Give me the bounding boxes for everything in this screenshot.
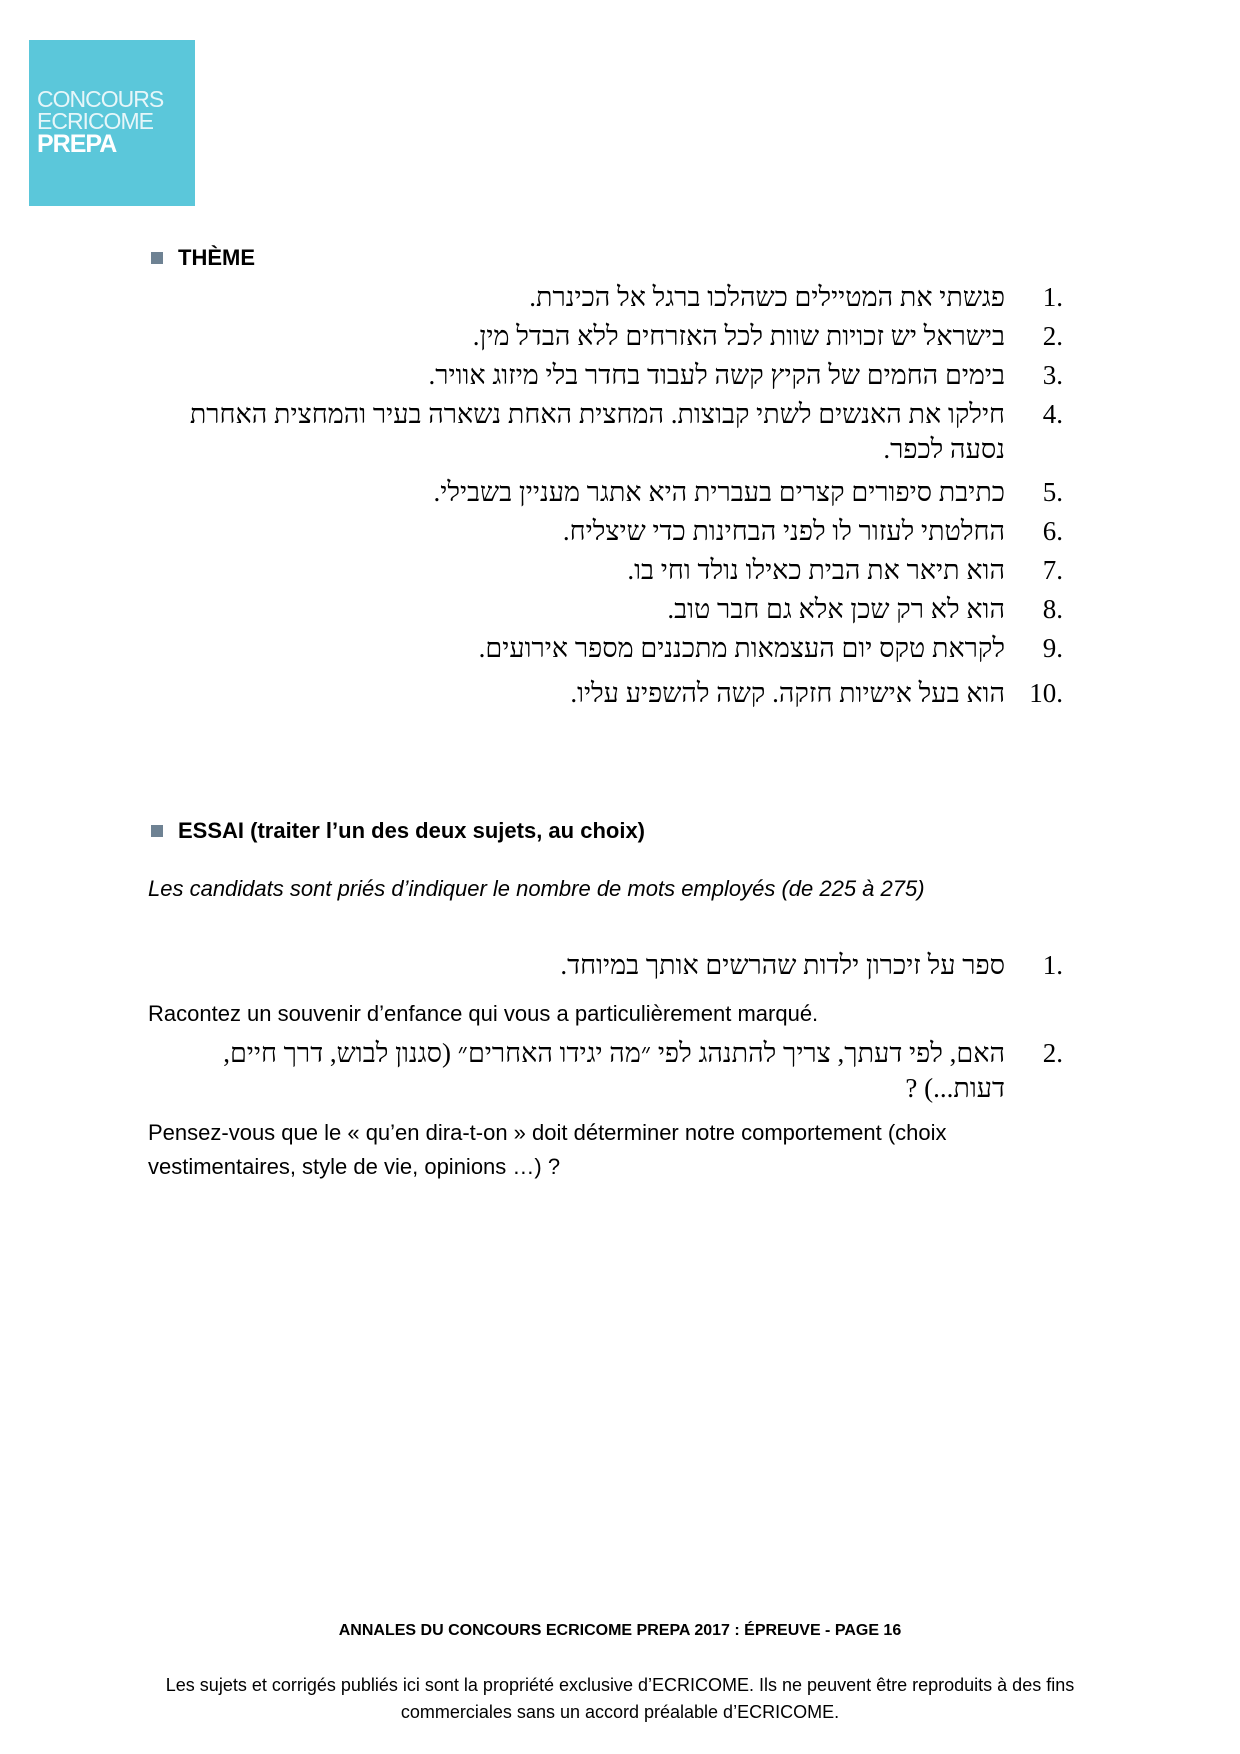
theme-item-number: 4.: [1042, 399, 1063, 429]
essai-heading: [151, 820, 645, 842]
theme-item-number: 2.: [1042, 321, 1063, 351]
theme-item-10: [170, 676, 1063, 711]
essai-subject-1: [170, 948, 1063, 983]
theme-item-6: [170, 514, 1063, 549]
theme-item-8: [170, 592, 1063, 627]
theme-item-4: [170, 397, 1063, 469]
square-bullet-icon: [151, 252, 163, 264]
theme-list: [170, 280, 1063, 715]
theme-item-number: 6.: [1042, 516, 1063, 546]
theme-item-5: [170, 475, 1063, 510]
theme-heading-text: THÈME: [178, 245, 255, 270]
square-bullet-icon: [151, 825, 163, 837]
theme-item-9: [170, 631, 1063, 666]
logo-text-ecricome: ECRICOME: [37, 108, 153, 134]
theme-item-number: 7.: [1042, 555, 1063, 585]
theme-item-number: 10.: [1029, 678, 1063, 708]
theme-item-number: 8.: [1042, 594, 1063, 624]
theme-item-2: [170, 319, 1063, 354]
theme-item-1: [170, 280, 1063, 315]
essai-subject-hebrew-text: ספר על זיכרון ילדות שהרשים אותך במיוחד.: [560, 950, 1005, 980]
logo-text-concours: CONCOURS: [37, 86, 164, 112]
theme-item-text: הוא בעל אישיות חזקה. קשה להשפיע עליו.: [570, 678, 1005, 708]
theme-item-text: חילקו את האנשים לשתי קבוצות. המחצית האחת נשארה בעיר והמחצית האחרת נסעה לכפר.: [189, 399, 1005, 464]
theme-item-text: בימים החמים של הקיץ קשה לעבוד בחדר בלי מיזוג אוויר.: [428, 360, 1005, 390]
theme-item-text: החלטתי לעזור לו לפני הבחינות כדי שיצליח.: [562, 516, 1005, 546]
theme-item-text: כתיבת סיפורים קצרים בעברית היא אתגר מעניין בשבילי.: [433, 477, 1005, 507]
essai-subject-2: [170, 1036, 1063, 1108]
logo-text-prepa: PREPA: [37, 130, 117, 158]
theme-item-7: [170, 553, 1063, 588]
theme-item-text: הוא תיאר את הבית כאילו נולד וחי בו.: [627, 555, 1005, 585]
essai-heading-text: ESSAI (traiter l’un des deux sujets, au choix): [178, 818, 646, 843]
essai-subject-2-french: Pensez-vous que le « qu’en dira-t-on » doit déterminer notre comportement (choix vestimentaires, style de vie, opinions …) ?: [148, 1120, 947, 1179]
theme-item-number: 9.: [1042, 633, 1063, 663]
essai-subject-2-hebrew: [170, 1036, 1063, 1114]
footer-title: ANNALES DU CONCOURS ECRICOME PREPA 2017 : ÉPREUVE - PAGE 16: [338, 1622, 902, 1639]
theme-item-number: 1.: [1042, 282, 1063, 312]
ecricome-logo: [29, 40, 195, 206]
theme-item-text: לקראת טקס יום העצמאות מתכננים מספר אירועים.: [478, 633, 1005, 663]
theme-item-text: בישראל יש זכויות שוות לכל האזרחים ללא הבדל מין.: [472, 321, 1005, 351]
theme-heading: [151, 247, 255, 269]
essai-subject-number: 2.: [1042, 1038, 1063, 1068]
essai-subject-hebrew-text: האם, לפי דעתך, צריך להתנהג לפי ״מה יגידו האחרים״ (סגנון לבוש, דרך חיים, דעות...) ?: [223, 1038, 1005, 1103]
footer-copyright-notice: Les sujets et corrigés publiés ici sont la propriété exclusive d’ECRICOME. Ils ne peuvent être reproduits à des fins commerciales sans un accord préalable d’ECRICOME.: [165, 1675, 1075, 1722]
essai-subject-1-french: Racontez un souvenir d’enfance qui vous a particulièrement marqué.: [148, 1001, 819, 1026]
theme-item-text: הוא לא רק שכן אלא גם חבר טוב.: [667, 594, 1005, 624]
theme-item-text: פגשתי את המטיילים כשהלכו ברגל אל הכינרת.: [529, 282, 1005, 312]
essai-subject-1-hebrew: [170, 948, 1063, 987]
theme-item-3: [170, 358, 1063, 393]
theme-item-number: 3.: [1042, 360, 1063, 390]
essai-subject-number: 1.: [1042, 950, 1063, 980]
theme-item-number: 5.: [1042, 477, 1063, 507]
essai-instruction: Les candidats sont priés d’indiquer le nombre de mots employés (de 225 à 275): [148, 876, 925, 901]
